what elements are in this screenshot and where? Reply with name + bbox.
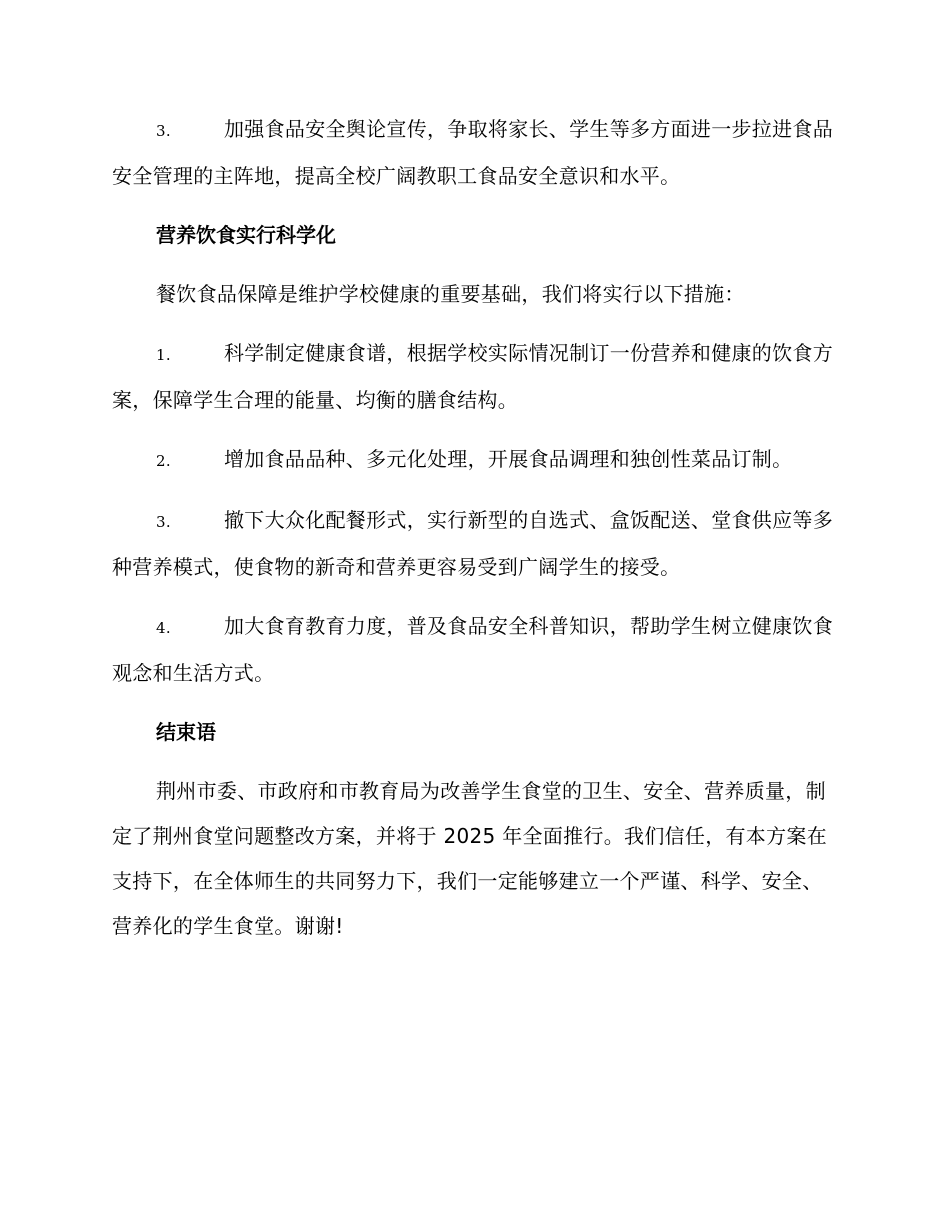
list-text: 增加食品品种、多元化处理，开展食品调理和独创性菜品订制。 bbox=[224, 447, 793, 471]
list-item-4 bbox=[112, 604, 834, 696]
section-heading-conclusion: 结束语 bbox=[156, 720, 216, 744]
list-text: 加大食育教育力度，普及食品安全科普知识，帮助学生树立健康饮食观念和生活方式。 bbox=[112, 614, 833, 685]
document-content bbox=[112, 107, 834, 963]
conclusion-paragraph: 荆州市委、市政府和市教育局为改善学生食堂的卫生、安全、营养质量，制定了荆州食堂问题整改方案，并将于 2025 年全面推行。我们信任，有本方案在支持下，在全体师生的共同努力下，我们一定能够建立一个严谨、科学、安全、营养化的学生食堂。谢谢! bbox=[112, 779, 828, 938]
section-intro-paragraph: 餐饮食品保障是维护学校健康的重要基础，我们将实行以下措施： bbox=[156, 282, 745, 306]
list-item-2 bbox=[112, 437, 834, 484]
list-item-3 bbox=[112, 498, 834, 590]
section-heading-nutrition: 营养饮食实行科学化 bbox=[156, 223, 336, 247]
list-number: 1. bbox=[156, 346, 171, 364]
list-text: 加强食品安全舆论宣传，争取将家长、学生等多方面进一步拉进食品安全管理的主阵地，提高全校广阔教职工食品安全意识和水平。 bbox=[112, 117, 833, 188]
list-text: 撤下大众化配餐形式，实行新型的自选式、盒饭配送、堂食供应等多种营养模式，使食物的新奇和营养更容易受到广阔学生的接受。 bbox=[112, 508, 833, 579]
list-text: 科学制定健康食谱，根据学校实际情况制订一份营养和健康的饮食方案，保障学生合理的能量、均衡的膳食结构。 bbox=[112, 341, 833, 412]
list-item-top-3 bbox=[112, 107, 834, 199]
list-item-1 bbox=[112, 331, 834, 423]
list-number: 3. bbox=[156, 513, 171, 531]
list-number: 2. bbox=[156, 452, 171, 470]
list-number: 3. bbox=[156, 122, 171, 140]
list-number: 4. bbox=[156, 619, 171, 637]
